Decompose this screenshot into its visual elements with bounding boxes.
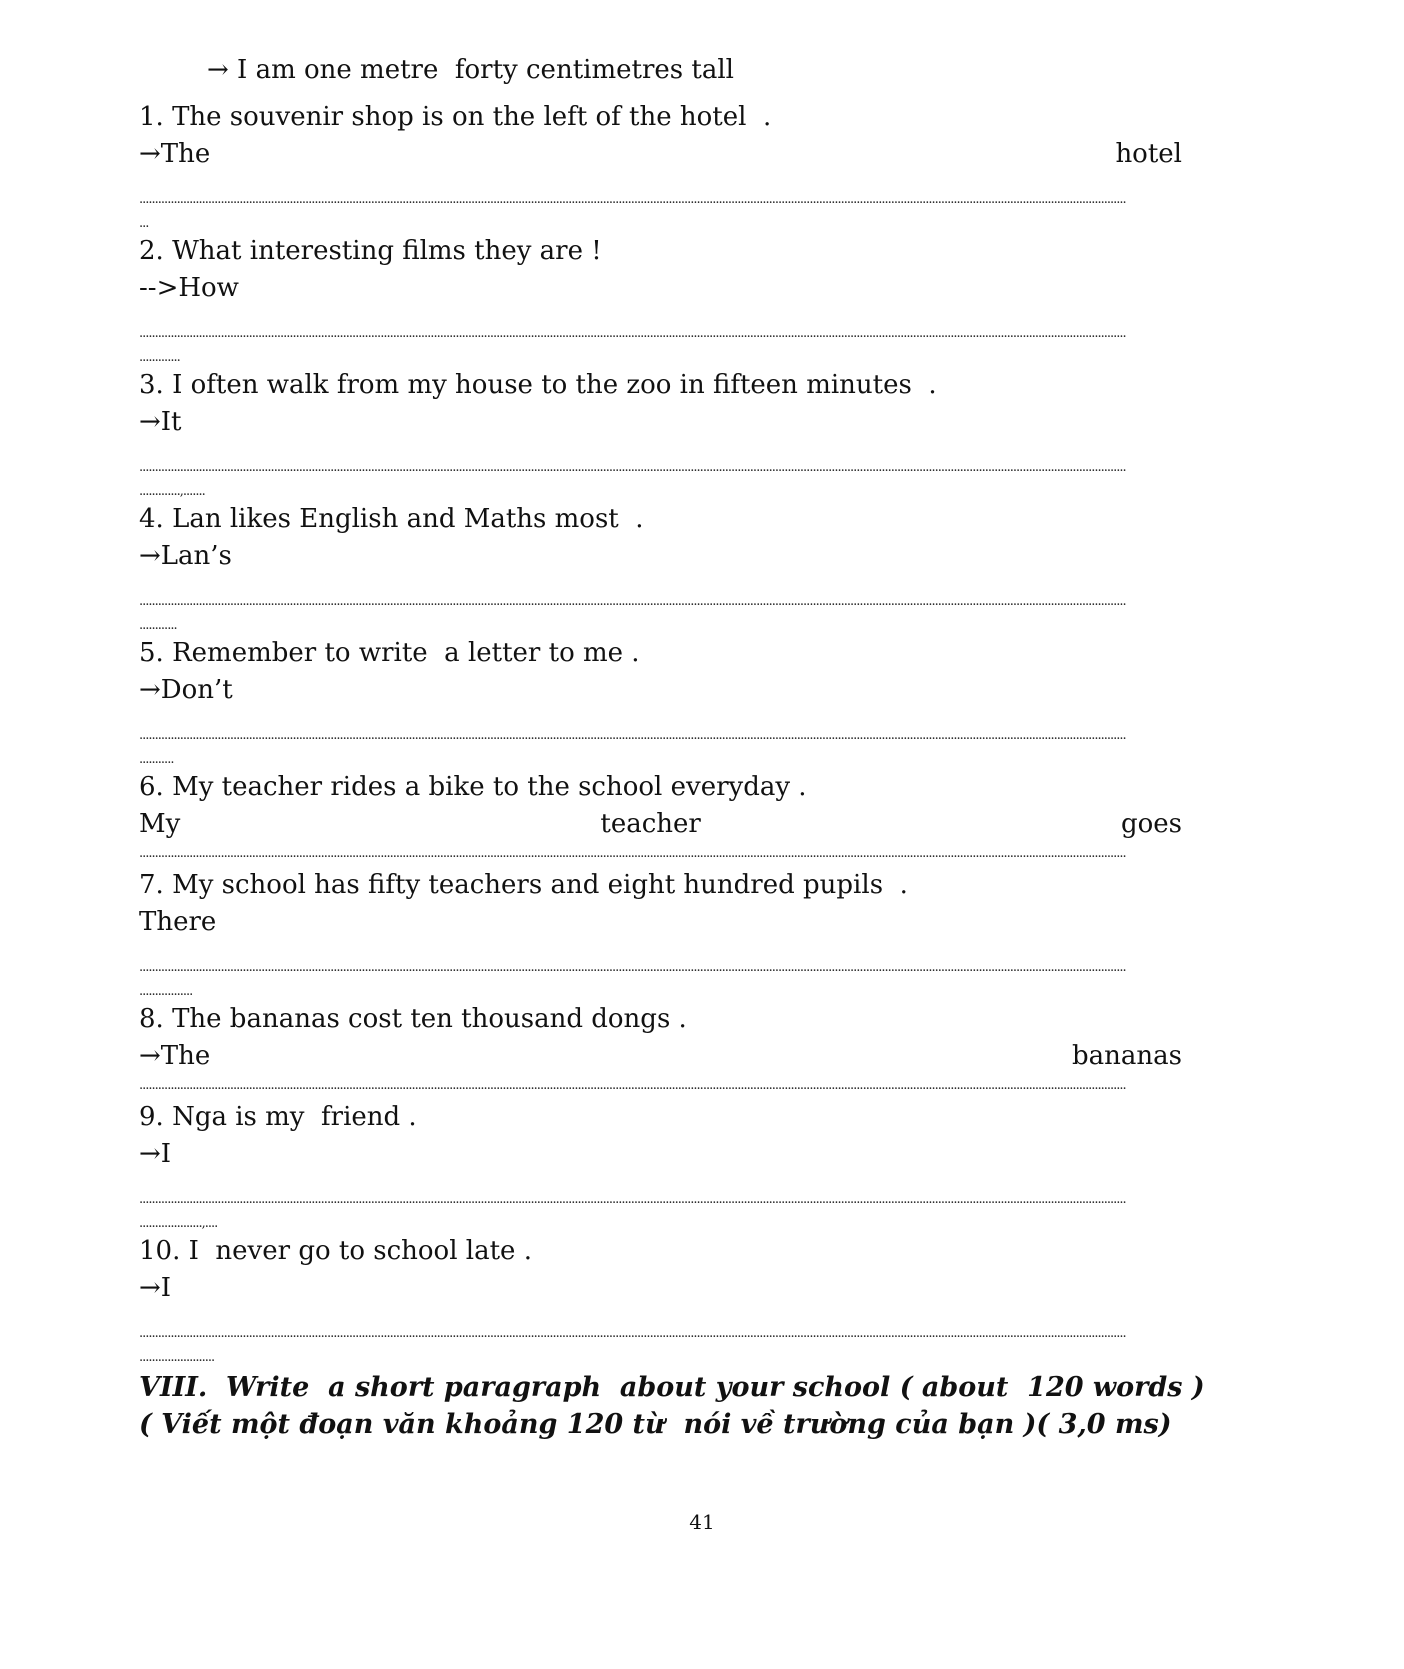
question-text: 6. My teacher rides a bike to the school everyday . [139,772,807,802]
example-answer: → I am one metre forty centimetres tall [207,55,734,85]
answer-start: →The [139,1041,211,1071]
answer-blank-tail[interactable]: ... [139,217,149,231]
answer-blank[interactable]: ........................................................................................................................................................................................................................................................................................................................... [139,847,1126,861]
answer-start: My [139,809,181,839]
answer-blank[interactable]: ........................................................................................................................................................................................................................................................................................................................... [139,729,1126,743]
answer-line [139,538,1182,575]
answer-blank[interactable]: ........................................................................................................................................................................................................................................................................................................................... [139,961,1126,975]
answer-end: bananas [1072,1041,1182,1071]
answer-start: →I [139,1139,172,1169]
answer-start: -->How [139,273,239,303]
answer-blank[interactable]: ........................................................................................................................................................................................................................................................................................................................... [139,193,1126,207]
worksheet-page [139,52,1205,1443]
question-text: 5. Remember to write a letter to me . [139,638,640,668]
page-number: 41 [689,1510,715,1534]
answer-start: →I [139,1273,172,1303]
section-heading-line-2: ( Viết một đoạn văn khoảng 120 từ nói về trường của bạn )( 3,0 ms) [139,1409,1172,1440]
answer-blank[interactable]: ........................................................................................................................................................................................................................................................................................................................... [139,327,1126,341]
question-text: 8. The bananas cost ten thousand dongs . [139,1004,687,1034]
exercise-10 [139,1233,1182,1367]
answer-line [139,270,1182,307]
question-text: 9. Nga is my friend . [139,1102,417,1132]
exercise-1 [139,99,1182,233]
answer-end: goes [1120,809,1182,839]
answer-line [139,404,1182,441]
question-text: 3. I often walk from my house to the zoo in fifteen minutes . [139,370,937,400]
answer-blank-tail[interactable]: ................. [139,985,193,999]
exercise-7 [139,867,1182,1001]
exercise-6 [139,769,1182,861]
answer-blank-tail[interactable]: .............,....... [139,485,205,499]
question-text: 10. I never go to school late . [139,1236,532,1266]
answer-blank-tail[interactable]: ........... [139,753,174,767]
answer-end: hotel [1115,139,1182,169]
answer-blank[interactable]: ........................................................................................................................................................................................................................................................................................................................... [139,1327,1126,1341]
exercise-3 [139,367,1182,501]
exercise-2 [139,233,1182,367]
answer-start: There [139,907,217,937]
answer-blank[interactable]: ........................................................................................................................................................................................................................................................................................................................... [139,1193,1126,1207]
question-text: 4. Lan likes English and Maths most . [139,504,644,534]
answer-line [139,1038,1182,1075]
section-heading-line-1: VIII. Write a short paragraph about your school ( about 120 words ) [139,1372,1205,1403]
exercise-9 [139,1099,1182,1233]
question-text: 1. The souvenir shop is on the left of the hotel . [139,102,772,132]
answer-line [139,672,1182,709]
question-text: 7. My school has fifty teachers and eight hundred pupils . [139,870,908,900]
answer-blank-tail[interactable]: ....................,.... [139,1217,218,1231]
answer-line [139,136,1182,173]
answer-blank[interactable]: ........................................................................................................................................................................................................................................................................................................................... [139,461,1126,475]
section-heading [139,1369,1205,1443]
answer-line [139,806,1182,843]
answer-start: →Don’t [139,675,233,705]
answer-start: →Lan’s [139,541,232,571]
exercise-8 [139,1001,1182,1093]
exercise-4 [139,501,1182,635]
answer-middle: teacher [600,809,701,839]
answer-blank-tail[interactable]: ........................ [139,1351,215,1365]
answer-blank-tail[interactable]: ............. [139,351,180,365]
exercise-5 [139,635,1182,769]
answer-line [139,1270,1182,1307]
answer-blank[interactable]: ........................................................................................................................................................................................................................................................................................................................... [139,595,1126,609]
answer-blank[interactable]: ........................................................................................................................................................................................................................................................................................................................... [139,1079,1126,1093]
question-text: 2. What interesting films they are ! [139,236,602,266]
answer-start: →It [139,407,182,437]
answer-start: →The [139,139,211,169]
answer-line [139,1136,1182,1173]
answer-blank-tail[interactable]: ............ [139,619,177,633]
answer-line [139,904,1182,941]
